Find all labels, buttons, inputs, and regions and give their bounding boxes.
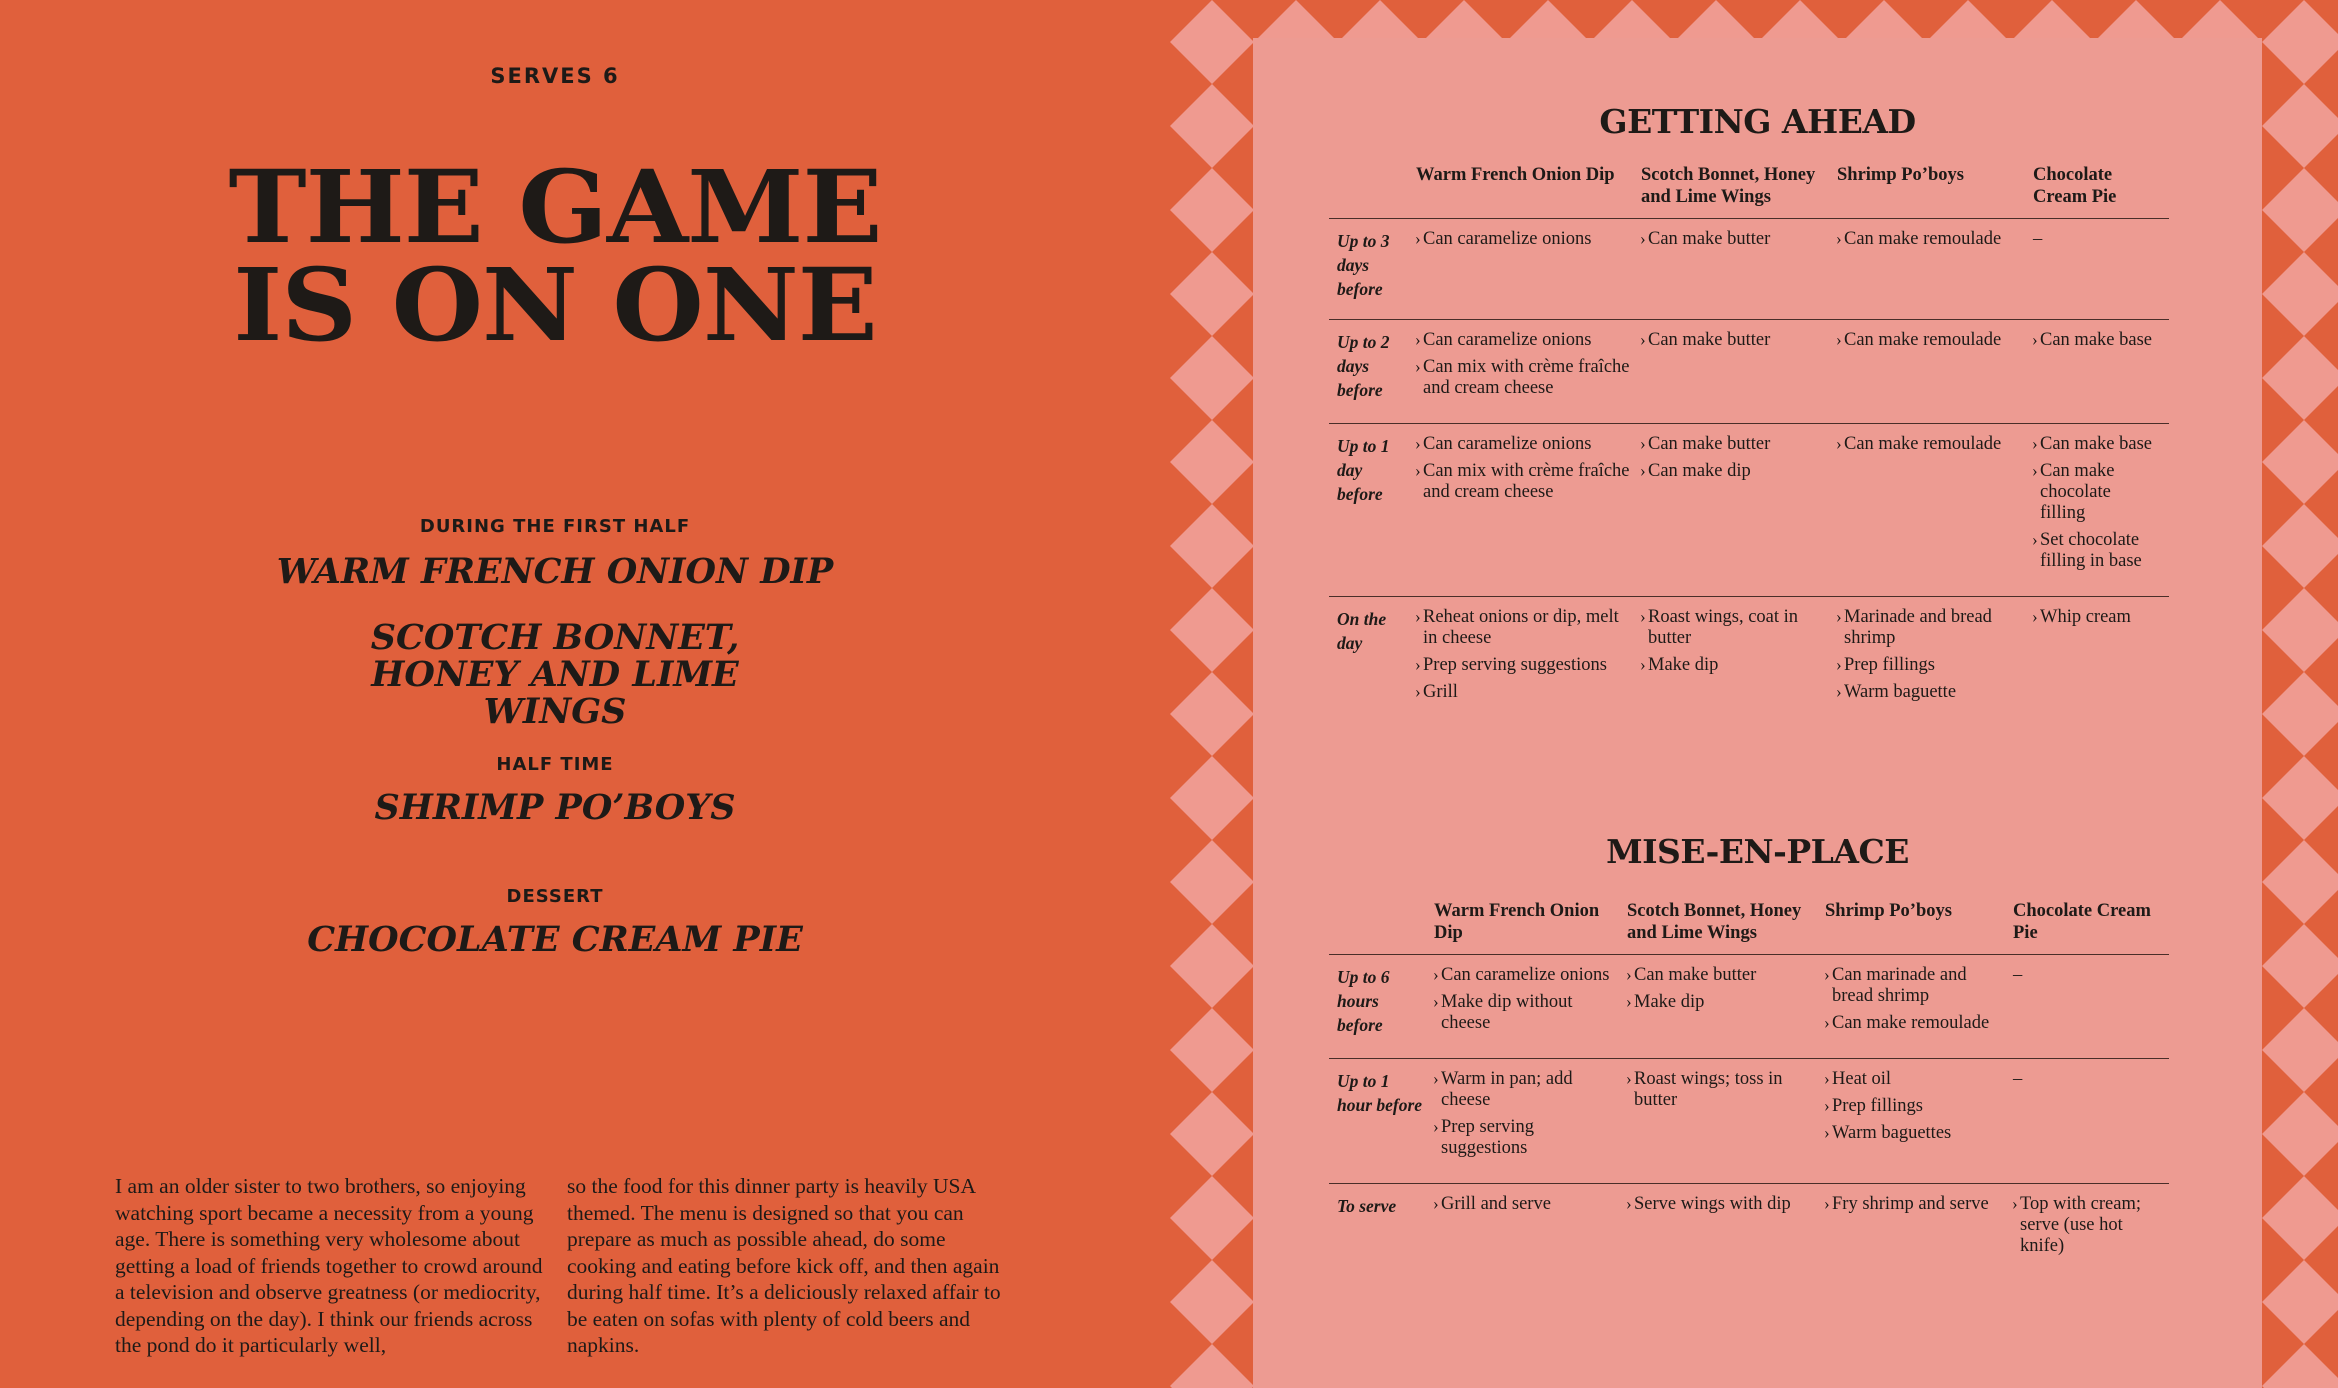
table-header-row	[1329, 164, 2169, 219]
row-label: Up to 1 hour before	[1329, 1059, 1434, 1184]
table-cell	[1837, 424, 2033, 597]
right-page	[1170, 0, 2338, 1388]
task-item: › Prep serving suggestions	[1434, 1117, 1617, 1159]
table-cell	[1825, 955, 2013, 1059]
title-line-1: THE GAME	[228, 148, 882, 266]
task-item: › Can make remoulade	[1837, 434, 2023, 455]
task-item: › Grill	[1416, 682, 1631, 703]
task-item: › Whip cream	[2033, 607, 2159, 628]
task-item: › Can make chocolate filling	[2033, 461, 2159, 524]
task-item: › Can make butter	[1641, 229, 1827, 250]
serves-label: SERVES 6	[490, 64, 620, 88]
task-item: › Warm baguette	[1837, 682, 2023, 703]
table-row	[1329, 424, 2169, 597]
task-item: › Make dip	[1641, 655, 1827, 676]
dish-chocolate-cream-pie: CHOCOLATE CREAM PIE	[307, 919, 803, 960]
table-row	[1329, 1184, 2169, 1282]
empty-dash: –	[2013, 1069, 2023, 1089]
task-item: › Top with cream; serve (use hot knife)	[2013, 1194, 2159, 1257]
table-cell	[1416, 424, 1641, 597]
empty-dash: –	[2013, 965, 2023, 985]
table-cell	[1416, 597, 1641, 728]
table-cell	[1434, 1059, 1627, 1184]
task-item: › Set chocolate filling in base	[2033, 530, 2159, 572]
row-label: Up to 3 days before	[1329, 219, 1416, 320]
menu-section-half-time: HALF TIME	[496, 754, 614, 775]
menu-section-first-half: DURING THE FIRST HALF	[419, 516, 691, 537]
getting-ahead-title: GETTING AHEAD	[1599, 102, 1916, 141]
empty-dash: –	[2033, 229, 2043, 249]
table-cell	[1641, 219, 1837, 320]
column-header: Shrimp Po’boys	[1825, 901, 1952, 921]
task-item: › Make dip without cheese	[1434, 992, 1617, 1034]
title-line-2: IS ON ONE	[233, 246, 877, 364]
task-item: › Can make butter	[1641, 330, 1827, 351]
table-cell	[2033, 424, 2169, 597]
task-item: › Can make butter	[1627, 965, 1815, 986]
task-item: › Reheat onions or dip, melt in cheese	[1416, 607, 1631, 649]
column-header: Warm French Onion Dip	[1416, 165, 1615, 185]
intro-paragraph-col-1: I am an older sister to two brothers, so enjoying watching sport became a necessity from a young age. There is something very wholesome about getting a load of friends together to crowd around a television and observe greatness (or mediocrity, depending on the day). I think our friends across the pond do it particularly well,	[115, 1174, 543, 1357]
table-cell	[1825, 1184, 2013, 1282]
dish-scotch-bonnet-wings: SCOTCH BONNET, HONEY AND LIME WINGS	[370, 617, 740, 732]
task-item: › Prep serving suggestions	[1416, 655, 1631, 676]
dish-warm-french-onion-dip: WARM FRENCH ONION DIP	[276, 551, 834, 592]
task-item: › Can caramelize onions	[1416, 330, 1631, 351]
table-cell	[2013, 1059, 2169, 1184]
table-row	[1329, 219, 2169, 320]
task-item: › Can caramelize onions	[1434, 965, 1617, 986]
task-item: › Can mix with crème fraîche and cream cheese	[1416, 357, 1631, 399]
task-item: › Roast wings; toss in butter	[1627, 1069, 1815, 1111]
task-item: › Can mix with crème fraîche and cream cheese	[1416, 461, 1631, 503]
table-row	[1329, 320, 2169, 424]
table-cell	[1434, 955, 1627, 1059]
planning-card	[1253, 38, 2262, 1388]
table-cell	[2033, 219, 2169, 320]
table-cell	[1837, 320, 2033, 424]
table-cell	[1416, 219, 1641, 320]
table-cell	[1825, 1059, 2013, 1184]
mise-en-place-title: MISE-EN-PLACE	[1606, 832, 1909, 871]
column-header: Scotch Bonnet, Honey and Lime Wings	[1641, 165, 1816, 207]
task-item: › Prep fillings	[1825, 1096, 2003, 1117]
row-label: On the day	[1329, 597, 1416, 728]
intro-paragraph-col-2: so the food for this dinner party is heavily USA themed. The menu is designed so that you can prepare as much as possible ahead, do some cooking and eating before kick off, and then again during half time. It’s a deliciously relaxed affair to be eaten on sofas with plenty of cold beers and napkins.	[567, 1174, 1001, 1357]
column-header: Chocolate Cream Pie	[2013, 901, 2151, 943]
task-item: › Grill and serve	[1434, 1194, 1617, 1215]
table-cell	[1641, 424, 1837, 597]
task-item: › Warm baguettes	[1825, 1123, 2003, 1144]
row-label: Up to 1 day before	[1329, 424, 1416, 597]
row-label: Up to 2 days before	[1329, 320, 1416, 424]
task-item: › Can caramelize onions	[1416, 229, 1631, 250]
task-item: › Make dip	[1627, 992, 1815, 1013]
table-cell	[1434, 1184, 1627, 1282]
task-item: › Can make dip	[1641, 461, 1827, 482]
table-row	[1329, 597, 2169, 728]
mise-en-place-table	[1329, 900, 2169, 1281]
task-item: › Can make butter	[1641, 434, 1827, 455]
task-item: › Prep fillings	[1837, 655, 2023, 676]
row-label: To serve	[1329, 1184, 1434, 1282]
task-item: › Can make base	[2033, 434, 2159, 455]
table-cell	[1627, 955, 1825, 1059]
menu-section-dessert: DESSERT	[506, 886, 604, 907]
task-item: › Marinade and bread shrimp	[1837, 607, 2023, 649]
task-item: › Can caramelize onions	[1416, 434, 1631, 455]
task-item: › Can make remoulade	[1825, 1013, 2003, 1034]
table-cell	[2013, 1184, 2169, 1282]
column-header: Chocolate Cream Pie	[2033, 165, 2117, 207]
header-blank	[1329, 164, 1416, 219]
table-cell	[1641, 597, 1837, 728]
getting-ahead-table	[1329, 164, 2169, 727]
task-item: › Warm in pan; add cheese	[1434, 1069, 1617, 1111]
task-item: › Serve wings with dip	[1627, 1194, 1815, 1215]
table-cell	[1837, 597, 2033, 728]
column-header: Shrimp Po’boys	[1837, 165, 1964, 185]
task-item: › Can make remoulade	[1837, 330, 2023, 351]
table-cell	[2033, 320, 2169, 424]
task-item: › Fry shrimp and serve	[1825, 1194, 2003, 1215]
table-cell	[2033, 597, 2169, 728]
task-item: › Can make remoulade	[1837, 229, 2023, 250]
table-header-row	[1329, 900, 2169, 955]
dish-shrimp-poboys: SHRIMP PO’BOYS	[374, 787, 736, 828]
header-blank	[1329, 900, 1434, 955]
column-header: Warm French Onion Dip	[1434, 901, 1600, 943]
row-label: Up to 6 hours before	[1329, 955, 1434, 1059]
column-header: Scotch Bonnet, Honey and Lime Wings	[1627, 901, 1802, 943]
table-row	[1329, 955, 2169, 1059]
table-cell	[2013, 955, 2169, 1059]
task-item: › Can make base	[2033, 330, 2159, 351]
task-item: › Heat oil	[1825, 1069, 2003, 1090]
table-cell	[1641, 320, 1837, 424]
table-cell	[1837, 219, 2033, 320]
table-cell	[1627, 1184, 1825, 1282]
page-title	[0, 148, 1138, 364]
table-row	[1329, 1059, 2169, 1184]
task-item: › Roast wings, coat in butter	[1641, 607, 1827, 649]
task-item: › Can marinade and bread shrimp	[1825, 965, 2003, 1007]
table-cell	[1416, 320, 1641, 424]
table-cell	[1627, 1059, 1825, 1184]
